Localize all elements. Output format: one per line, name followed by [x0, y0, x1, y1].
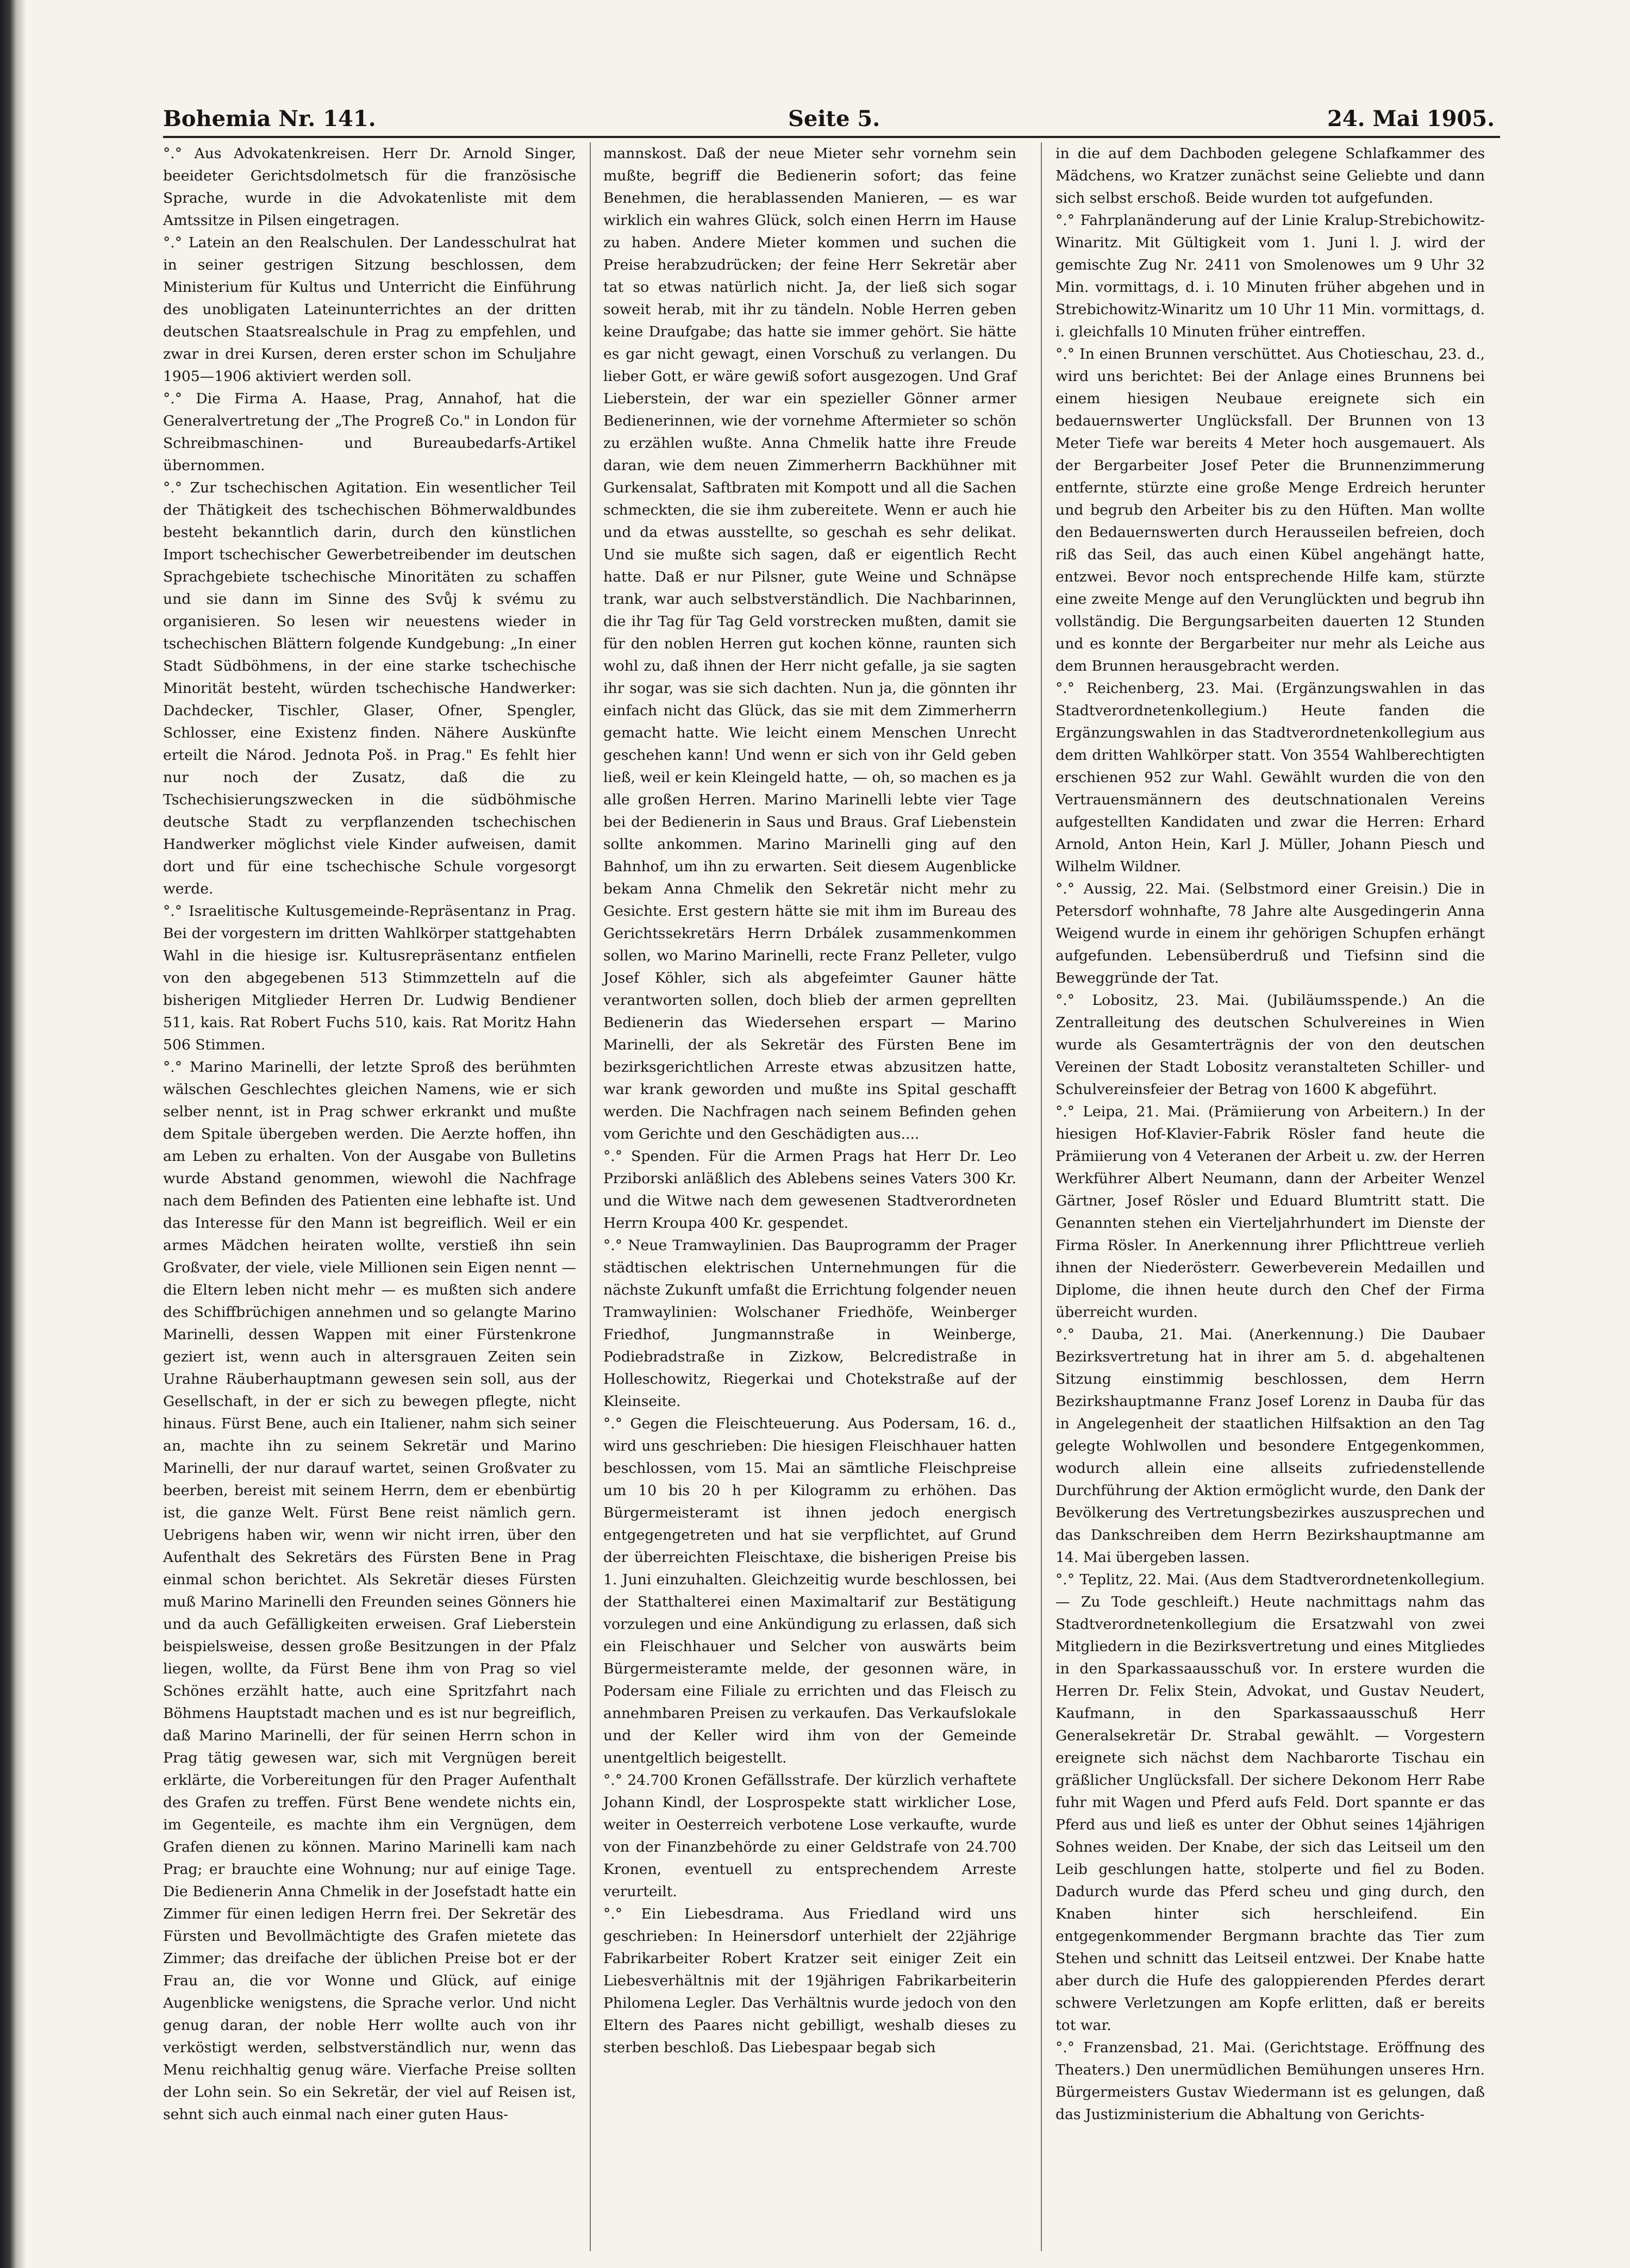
column-3 — [1056, 142, 1485, 2126]
column-divider — [1041, 142, 1042, 2251]
article-gefaellsstrafe: °.° 24.700 Kronen Gefällsstrafe. Der kürzlich verhaftete Johann Kindl, der Losprospekte statt wirklicher Lose, weiter in Oesterreich verbotene Lose verkaufte, wurde von der Finanzbehörde zu einer Geldstrafe von 24.700 Kronen, eventuell zu entsprechendem Arreste verurteilt. — [603, 1772, 1016, 1900]
header-rule — [163, 136, 1500, 138]
article-brunnen: °.° In einen Brunnen verschüttet. Aus Chotieschau, 23. d., wird uns berichtet: Bei der Anlage eines Brunnens bei einem hiesigen Neubaue ereignete sich ein bedauernswerter Unglücksfall. Der Brunnen von 13 Meter Tiefe war bereits 4 Meter hoch ausgemauert. Als der Bergarbeiter Josef Peter die Brunnenzimmerung entfernte, stürzte eine große Menge Erdreich herunter und begrub den Arbeiter bis zu den Hüften. Man wollte den Bedauernswerten durch Herausseilen befreien, doch riß das Seil, das auch einen Kübel angehängt hatte, entzwei. Bevor noch entsprechende Hilfe kam, stürzte eine zweite Menge auf den Verunglückten und begrub ihn vollständig. Die Bergungsarbeiten dauerten 12 Stunden und es konnte der Bergarbeiter nur mehr als Leiche aus dem Brunnen herausgebracht werden. — [1056, 346, 1485, 674]
column-2 — [603, 142, 1016, 2059]
article-tramwaylinien: °.° Neue Tramwaylinien. Das Bauprogramm der Prager städtischen elektrischen Unternehmungen für die nächste Zukunft umfaßt die Errichtung folgender neuen Tramwaylinien: Wolschaner Friedhöfe, Weinberger Friedhof, Jungmannstraße in Weinberge, Podiebradstraße in Zizkow, Belcredistraße in Holleschowitz, Riegerkai und Chotekstraße auf der Kleinseite. — [603, 1237, 1016, 1410]
header-masthead: Bohemia Nr. 141. — [163, 106, 376, 132]
article-dauba: °.° Dauba, 21. Mai. (Anerkennung.) Die Daubaer Bezirksvertretung hat in ihrer am 5. d. abgehaltenen Sitzung einstimmig beschlossen, dem Herrn Bezirkshauptmanne Franz Josef Lorenz in Dauba für das in Angelegenheit der staatlichen Hilfsaktion an den Tag gelegte Wohlwollen und besondere Entgegenkommen, wodurch allein eine allseits zufriedenstellende Durchführung der Aktion ermöglicht wurde, den Dank der Bevölkerung des Vertretungsbezirkes auszusprechen und das Dankschreiben dem Herrn Bezirkshauptmanne am 14. Mai übergeben lassen. — [1056, 1326, 1485, 1566]
article-reichenberg: °.° Reichenberg, 23. Mai. (Ergänzungswahlen in das Stadtverordnetenkollegium.) Heute fanden die Ergänzungswahlen in das Stadtverordnetenkollegium aus dem dritten Wahlkörper statt. Von 3554 Wahlberechtigten erschienen 952 zur Wahl. Gewählt wurden die von den Vertrauensmännern des deutschnationalen Vereins aufgestellten Kandidaten und zwar die Herren: Erhard Arnold, Anton Hein, Karl J. Müller, Johann Piesch und Wilhelm Wildner. — [1056, 680, 1485, 875]
header-page-number: Seite 5. — [788, 106, 880, 132]
header-date: 24. Mai 1905. — [1327, 106, 1495, 132]
article-latein-realschulen: °.° Latein an den Realschulen. Der Landesschulrat hat in seiner gestrigen Sitzung beschlossen, dem Ministerium für Kultus und Unterricht die Einführung des unobligaten Lateinunterrichtes an der dritten deutschen Staatsrealschule in Prag zu empfehlen, und zwar in drei Kursen, deren erster schon im Schuljahre 1905—1906 aktiviert werden soll. — [163, 234, 576, 385]
article-aussig: °.° Aussig, 22. Mai. (Selbstmord einer Greisin.) Die in Petersdorf wohnhafte, 78 Jahre alte Ausgedingerin Anna Weigend wurde in einem ihr gehörigen Schupfen erhängt aufgefunden. Lebensüberdruß und Tiefsinn sind die Beweggründe der Tat. — [1056, 880, 1485, 986]
article-marinelli-continued: mannskost. Daß der neue Mieter sehr vornehm sein mußte, begriff die Bedienerin sofort; das feine Benehmen, die herablassenden Manieren, — es war wirklich ein wahres Glück, solch einen Herrn im Hause zu haben. Andere Mieter kommen und suchen die Preise herabzudrücken; der feine Herr Sekretär aber tat so etwas natürlich nicht. Ja, der ließ sich sogar soweit herab, mit ihr zu tändeln. Noble Herren geben keine Draufgabe; das hatte sie immer gehört. Sie hätte es gar nicht gewagt, einen Vorschuß zu verlangen. Du lieber Gott, er wäre gewiß sofort ausgezogen. Und Graf Lieberstein, der war ein spezieller Gönner armer Bedienerinnen, wie der vornehme Aftermieter so schön zu erzählen wußte. Anna Chmelik hatte ihre Freude daran, wie dem neuen Zimmerherrn Backhühner mit Gurkensalat, Saftbraten mit Kompott und all die Sachen schmeckten, die sie ihm zubereitete. Wenn er auch hie und da etwas ausstellte, so geschah es sehr delikat. Und sie mußte sich sagen, daß er eigentlich Recht hatte. Daß er nur Pilsner, gute Weine und Schnäpse trank, war auch selbstverständlich. Die Nachbarinnen, die ihr Tag für Tag Geld vorstrecken mußten, damit sie für den noblen Herren gut kochen könne, raunten sich wohl zu, daß ihnen der Herr nicht gefalle, ja sie sagten ihr sogar, was sie sich dachten. Nun ja, die gönnten ihr einfach nicht das Glück, das sie mit dem Zimmerherrn gemacht hatte. Wie leicht einem Menschen Unrecht geschehen kann! Und wenn er sich von ihr Geld geben ließ, weil er kein Kleingeld hatte, — oh, so machen es ja alle großen Herren. Marino Marinelli lebte vier Tage bei der Bedienerin in Saus und Braus. Graf Liebenstein sollte ankommen. Marino Marinelli ging auf den Bahnhof, um ihn zu erwarten. Seit diesem Augenblicke bekam Anna Chmelik den Sekretär nicht mehr zu Gesichte. Erst gestern hätte sie mit ihm im Bureau des Gerichtssekretärs Herrn Drbálek zusammenkommen sollen, wo Marino Marinelli, recte Franz Pelleter, vulgo Josef Köhler, sich als abgefeimter Gauner hätte verantworten sollen, doch blieb der armen geprellten Bedienerin das Wiedersehen erspart — Marino Marinelli, der als Sekretär des Fürsten Bene im bezirksgerichtlichen Arreste etwas abzusitzen hatte, war krank geworden und mußte ins Spital geschafft werden. Die Nachfragen nach seinem Befinden gehen vom Gerichte und den Geschädigten aus.... — [603, 145, 1016, 1142]
article-franzensbad: °.° Franzensbad, 21. Mai. (Gerichtstage. Eröffnung des Theaters.) Den unermüdlichen Bemühungen unseres Hrn. Bürgermeisters Gustav Wiedermann ist es gelungen, daß das Justizministerium die Abhaltung von Gerichts- — [1056, 2039, 1485, 2123]
article-teplitz: °.° Teplitz, 22. Mai. (Aus dem Stadtverordnetenkollegium. — Zu Tode geschleift.) Heute nachmittags nahm das Stadtverordnetenkollegium die Ersatzwahl von zwei Mitgliedern in die Bezirksvertretung und eines Mitgliedes in den Sparkassaausschuß vor. In erstere wurden die Herren Dr. Felix Stein, Advokat, und Gustav Neudert, Kaufmann, in den Sparkassaausschuß Herr Generalsekretär Dr. Strabal gewählt. — Vorgestern ereignete sich nächst dem Nachbarorte Tischau ein gräßlicher Unglücksfall. Der sichere Dekonom Herr Rabe fuhr mit Wagen und Pferd aufs Feld. Dort spannte er das Pferd aus und ließ es unter der Obhut seines 14jährigen Sohnes weiden. Der Knabe, der sich das Leitseil um den Leib geschlungen hatte, stolperte und fiel zu Boden. Dadurch wurde das Pferd scheu und ging durch, den Knaben hinter sich herschleifend. Ein entgegenkommender Bergmann brachte das Tier zum Stehen und schnitt das Leitseil entzwei. Der Knabe hatte aber durch die Hufe des galoppierenden Pferdes derart schwere Verletzungen am Kopfe erlitten, daß er bereits tot war. — [1056, 1571, 1485, 2034]
article-fahrplanaenderung: °.° Fahrplanänderung auf der Linie Kralup-Strebichowitz-Winaritz. Mit Gültigkeit vom 1. Juni l. J. wird der gemischte Zug Nr. 2411 von Smolenowes um 9 Uhr 32 Min. vormittags, d. i. 10 Minuten früher abgehen und in Strebichowitz-Winaritz um 10 Uhr 11 Min. vormittags, d. i. gleichfalls 10 Minuten früher eintreffen. — [1056, 212, 1485, 340]
page-binding-shadow — [0, 0, 26, 2268]
page-header — [163, 101, 1495, 139]
article-fleischteuerung: °.° Gegen die Fleischteuerung. Aus Podersam, 16. d., wird uns geschrieben: Die hiesigen Fleischhauer hatten beschlossen, vom 15. Mai an sämtliche Fleischpreise um 10 bis 20 h per Kilogramm zu erhöhen. Das Bürgermeisteramt ist ihnen jedoch energisch entgegengetreten und hat sie verpflichtet, auf Grund der überreichten Fleischtaxe, die bisherigen Preise bis 1. Juni einzuhalten. Gleichzeitig wurde beschlossen, bei der Statthalterei einen Maximaltarif zur Bestätigung vorzulegen und eine Ankündigung zu erlassen, daß sich ein Fleischhauer und Selcher von auswärts beim Bürgermeisteramte melde, der gesonnen wäre, in Podersam eine Filiale zu errichten und das Fleisch zu annehmbaren Preisen zu verkaufen. Das Verkaufslokale und der Keller wird ihm von der Gemeinde unentgeltlich beigestellt. — [603, 1415, 1016, 1766]
article-tschechische-agitation: °.° Zur tschechischen Agitation. Ein wesentlicher Teil der Thätigkeit des tschechischen Böhmerwaldbundes besteht bekanntlich darin, durch den künstlichen Import tschechischer Gewerbetreibender im deutschen Sprachgebiete tschechische Minoritäten zu schaffen und sie dann im Sinne des Svůj k svému zu organisieren. So lesen wir neuestens wieder in tschechischen Blättern folgende Kundgebung: „In einer Stadt Südböhmens, in der eine starke tschechische Minorität besteht, würden tschechische Handwerker: Dachdecker, Tischler, Glaser, Ofner, Spengler, Schlosser, eine Existenz finden. Nähere Auskünfte erteilt die Národ. Jednota Poš. in Prag." Es fehlt hier nur noch der Zusatz, daß die zu Tschechisierungszwecken in die südböhmische deutsche Stadt zu verpflanzenden tschechischen Handwerker möglichst viele Kinder aufweisen, damit dort und für eine tschechische Schule vorgesorgt werde. — [163, 479, 576, 897]
article-lobositz: °.° Lobositz, 23. Mai. (Jubiläumsspende.) An die Zentralleitung des deutschen Schulvereines in Wien wurde als Gesamterträgnis der von den deutschen Vereinen der Stadt Lobositz veranstalteten Schiller- und Schulvereinsfeier der Betrag von 1600 K abgeführt. — [1056, 992, 1485, 1098]
article-marino-marinelli: °.° Marino Marinelli, der letzte Sproß des berühmten wälschen Geschlechtes gleichen Namens, wie er sich selber nennt, ist in Prag schwer erkrankt und mußte dem Spitale übergeben werden. Die Aerzte hoffen, ihn am Leben zu erhalten. Von der Ausgabe von Bulletins wurde Abstand genommen, wiewohl die Nachfrage nach dem Befinden des Patienten eine lebhafte ist. Und das Interesse für den Mann ist begreiflich. Weil er ein armes Mädchen heiraten wollte, verstieß ihn sein Großvater, der viele, viele Millionen sein Eigen nennt — die Eltern leben nicht mehr — es mußten sich andere des Schiffbrüchigen annehmen und so gelangte Marino Marinelli, dessen Wappen mit einer Fürstenkrone geziert ist, wenn auch in altersgrauen Zeiten sein Urahne Räuberhauptmann gewesen sein soll, aus der Gesellschaft, in der er sich zu bewegen pflegte, nicht hinaus. Fürst Bene, auch ein Italiener, nahm sich seiner an, machte ihn zu seinem Sekretär und Marino Marinelli, der nur darauf wartet, seinen Großvater zu beerben, bereist mit seinem Herrn, dem er ebenbürtig ist, die ganze Welt. Fürst Bene reist nämlich gern. Uebrigens haben wir, wenn wir nicht irren, über den Aufenthalt des Sekretärs des Fürsten Bene in Prag einmal schon berichtet. Als Sekretär dieses Fürsten muß Marino Marinelli den Freunden seines Gönners hie und da auch Gefälligkeiten erweisen. Graf Lieberstein beispielsweise, dessen große Besitzungen in der Pfalz liegen, wollte, da Fürst Bene ihm von Prag so viel Schönes erzählt hatte, auch eine Spritzfahrt nach Böhmens Hauptstadt machen und es ist nur begreiflich, daß Marino Marinelli, der für seinen Herrn schon in Prag tätig gewesen war, sich mit Vergnügen bereit erklärte, die Vorbereitungen für den Prager Aufenthalt des Grafen zu treffen. Fürst Bene wendete nichts ein, im Gegenteile, es machte ihm ein Vergnügen, dem Grafen dienen zu können. Marino Marinelli kam nach Prag; er brauchte eine Wohnung; nur auf einige Tage. Die Bedienerin Anna Chmelik in der Josefstadt hatte ein Zimmer für einen ledigen Herrn frei. Der Sekretär des Fürsten und Bevollmächtigte des Grafen mietete das Zimmer; das dreifache der üblichen Preise bot er der Frau an, die vor Wonne und Glück, auf einige Augenblicke wenigstens, die Sprache verlor. Und nicht genug daran, der noble Herr wollte auch von ihr verköstigt werden, selbstverständlich nur, wenn das Menu reichhaltig genug wäre. Vierfache Preise sollten der Lohn sein. So ein Sekretär, der viel auf Reisen ist, sehnt sich auch einmal nach einer guten Haus- — [163, 1059, 576, 2123]
article-firma-haase: °.° Die Firma A. Haase, Prag, Annahof, hat die Generalvertretung der „The Progreß Co." in London für Schreibmaschinen- und Bureaubedarfs-Artikel übernommen. — [163, 390, 576, 474]
column-divider — [590, 142, 591, 2251]
article-spenden: °.° Spenden. Für die Armen Prags hat Herr Dr. Leo Prziborski anläßlich des Ablebens seines Vaters 300 Kr. und die Witwe nach dem gewesenen Stadtverordneten Herrn Kroupa 400 Kr. gespendet. — [603, 1148, 1016, 1232]
article-liebesdrama: °.° Ein Liebesdrama. Aus Friedland wird uns geschrieben: In Heinersdorf unterhielt der 22jährige Fabrikarbeiter Robert Kratzer seit einiger Zeit ein Liebesverhältnis mit der 19jährigen Fabrikarbeiterin Philomena Legler. Das Verhältnis wurde jedoch von den Eltern des Paares nicht gebilligt, weshalb dieses zu sterben beschloß. Das Liebespaar begab sich — [603, 1905, 1016, 2056]
article-kultusgemeinde: °.° Israelitische Kultusgemeinde-Repräsentanz in Prag. Bei der vorgestern im dritten Wahlkörper stattgehabten Wahl in die hiesige isr. Kultusrepräsentanz entfielen von den abgegebenen 513 Stimmzetteln auf die bisherigen Mitglieder Herren Dr. Ludwig Bendiener 511, kais. Rat Robert Fuchs 510, kais. Rat Moritz Hahn 506 Stimmen. — [163, 903, 576, 1053]
article-leipa: °.° Leipa, 21. Mai. (Prämiierung von Arbeitern.) In der hiesigen Hof-Klavier-Fabrik Rösler fand heute die Prämiierung von 4 Veteranen der Arbeit u. zw. der Herren Werkführer Albert Neumann, dann der Arbeiter Wenzel Gärtner, Josef Rösler und Eduard Blumtritt statt. Die Genannten stehen ein Vierteljahrhundert im Dienste der Firma Rösler. In Anerkennung ihrer Pflichttreue verlieh ihnen der Niederösterr. Gewerbeverein Medaillen und Diplome, die ihnen heute durch den Chef der Firma überreicht wurden. — [1056, 1103, 1485, 1321]
column-1 — [163, 142, 576, 2126]
article-liebesdrama-continued: in die auf dem Dachboden gelegene Schlafkammer des Mädchens, wo Kratzer zunächst seine Geliebte und dann sich selbst erschoß. Beide wurden tot aufgefunden. — [1056, 145, 1485, 207]
article-advokatenkreisen: °.° Aus Advokatenkreisen. Herr Dr. Arnold Singer, beeideter Gerichtsdolmetsch für die französische Sprache, wurde in die Advokatenliste mit dem Amtssitze in Pilsen eingetragen. — [163, 145, 576, 229]
